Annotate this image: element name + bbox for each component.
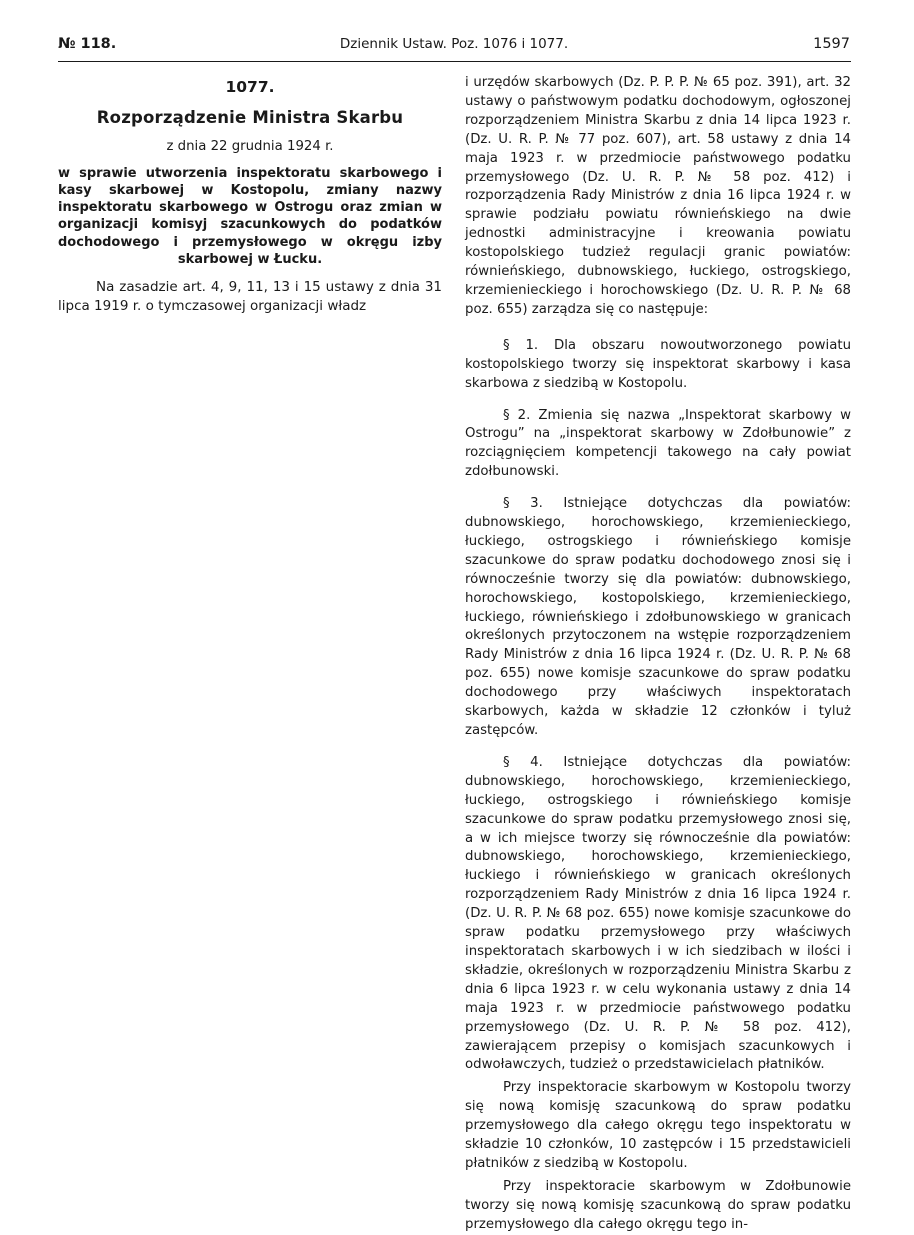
journal-title: Dziennik Ustaw. Poz. 1076 i 1077.: [339, 36, 569, 52]
paragraph-zdolbunow: Przy inspektoracie skarbowym w Zdołbunowie tworzy się nową komisję szacunkową do spraw podatku przemysłowego dla całego okręgu tego in-: [465, 1178, 851, 1232]
right-column: [465, 74, 851, 1235]
page-header: [58, 36, 850, 58]
section-2: § 2. Zmienia się nazwa „Inspektorat skarbowy w Ostrogu” na „inspektorat skarbowy w Zdołbunowie” z rozciągnięciem kompetencji takowego na cały powiat zdołbunowski.: [465, 407, 851, 480]
paragraph-kostopol: Przy inspektoracie skarbowym w Kostopolu tworzy się nową komisję szacunkową do spraw podatku przemysłowego dla całego okręgu tego inspektoratu w składzie 10 członków, 10 zastępców i 15 przedstawicieli płatników z siedzibą w Kostopolu.: [465, 1080, 851, 1171]
act-number: 1077.: [225, 78, 275, 96]
act-title: Rozporządzenie Ministra Skarbu: [96, 107, 404, 127]
act-subject: w sprawie utworzenia inspektoratu skarbowego i kasy skarbowej w Kostopolu, zmiany nazwy inspektoratu skarbowego w Ostrogu oraz zmian w organizacji komisyj szacunkowych do podatków dochodowego i przemysłowego w okręgu izby skarbowej w Łucku.: [58, 165, 442, 267]
preamble: Na zasadzie art. 4, 9, 11, 13 i 15 ustawy z dnia 31 lipca 1919 r. o tymczasowej organizacji władz: [58, 278, 442, 315]
header-rule: [58, 61, 851, 62]
issue-number: № 118.: [58, 36, 117, 52]
left-column: [58, 74, 442, 317]
section-3: § 3. Istniejące dotychczas dla powiatów: dubnowskiego, horochowskiego, krzemienieckiego, łuckiego, ostrogskiego i równieńskiego komisje szacunkowe do spraw podatku dochodowego znosi się i równocześnie tworzy się dla powiatów: dubnowskiego, horochowskiego, kostopolskiego, krzemienieckiego, łuckiego, równieńskiego i zdołbunowskiego w granicach określonych przytoczonem na wstępie rozporządzeniem Rady Ministrów z dnia 16 lipca 1924 r. (Dz. U. R. P. № 68 poz. 655) nowe komisje szacunkowe do spraw podatku dochodowego przy właściwych inspektoratach skarbowych, każda w składzie 12 członków i tyluż zastępców.: [465, 496, 851, 738]
intro-continuation: i urzędów skarbowych (Dz. P. P. P. № 65 poz. 391), art. 32 ustawy o państwowym podatku dochodowym, ogłoszonej rozporządzeniem Ministra Skarbu z dnia 14 lipca 1923 r. (Dz. U. R. P. № 77 poz. 607), art. 58 ustawy z dnia 14 maja 1923 r. w przedmiocie państwowego podatku przemysłowego (Dz. U. R. P. № 58 poz. 412) i rozporządzenia Rady Ministrów z dnia 16 lipca 1924 r. w sprawie podziału powiatu równieńskiego na dwie jednostki administracyjne i kreowania powiatu kostopolskiego tudzież regulacji granic powiatów: równieńskiego, dubnowskiego, łuckiego, ostrogskiego, krzemienieckiego i horochowskiego (Dz. U. R. P. № 68 poz. 655) zarządza się co następuje:: [465, 75, 851, 317]
section-1: § 1. Dla obszaru nowoutworzonego powiatu kostopolskiego tworzy się inspektorat skarbowy i kasa skarbowa z siedzibą w Kostopolu.: [465, 337, 851, 391]
act-date: z dnia 22 grudnia 1924 r.: [166, 138, 334, 154]
section-4: § 4. Istniejące dotychczas dla powiatów: dubnowskiego, horochowskiego, krzemienieckiego, łuckiego, ostrogskiego i równieńskiego komisje szacunkowe do spraw podatku przemysłowego znosi się, a w ich miejsce tworzy się równocześnie dla powiatów: dubnowskiego, horochowskiego, krzemienieckiego, łuckiego i równieńskiego w granicach określonych rozporządzeniem Rady Ministrów z dnia 16 lipca 1924 r. (Dz. U. R. P. № 68 poz. 655) nowe komisje szacunkowe do spraw podatku przemysłowego przy właściwych inspektoratach skarbowych i w ich siedzibach w ilości i składzie, określonych w rozporządzeniu Ministra Skarbu z dnia 6 lipca 1923 r. w celu wykonania ustawy z dnia 14 maja 1923 r. w przedmiocie państwowego podatku przemysłowego (Dz. U. R. P. № 58 poz. 412), zawierającem przepisy o komisjach szacunkowych i odwoławczych, tudzież o przedstawicielach płatników.: [465, 754, 851, 1073]
page-number: 1597: [813, 36, 850, 52]
